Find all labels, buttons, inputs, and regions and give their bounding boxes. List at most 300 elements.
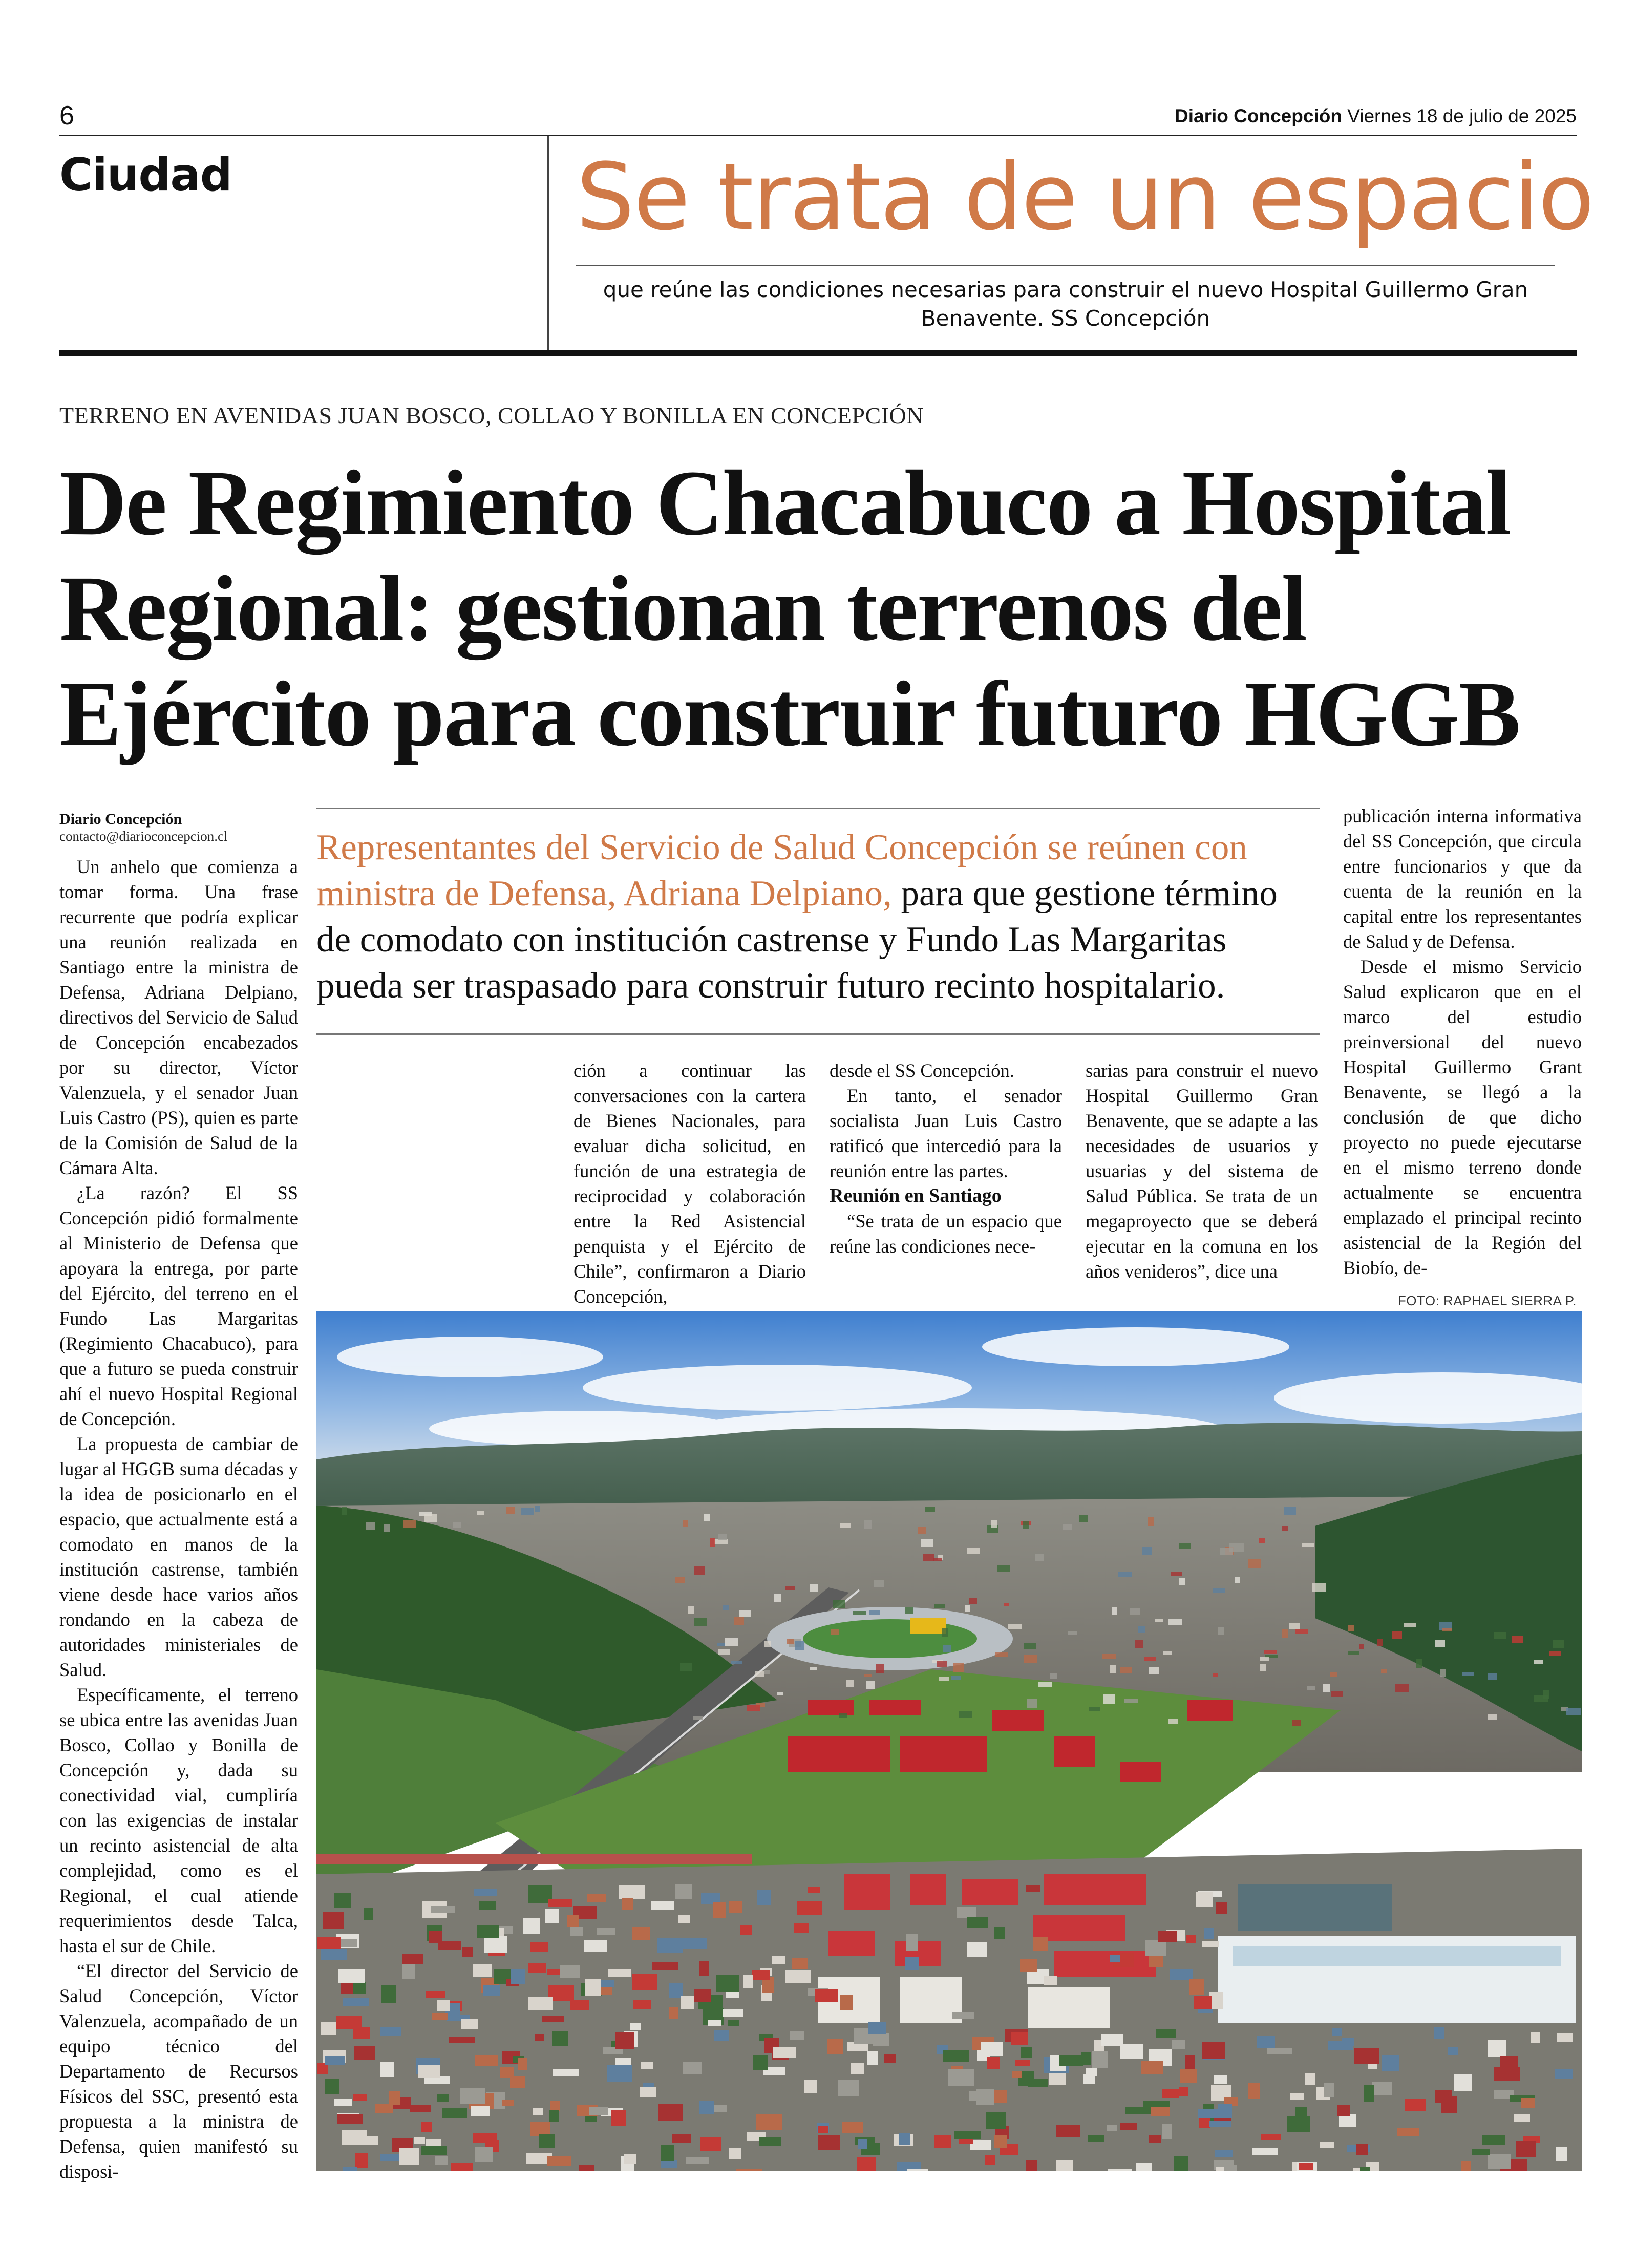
- distant-roof: [1103, 1694, 1115, 1704]
- house-roof: [794, 1923, 809, 1933]
- house-roof: [672, 2134, 691, 2143]
- distant-roof: [1038, 1682, 1052, 1687]
- house-roof: [1156, 2029, 1176, 2038]
- house-roof: [1162, 2089, 1179, 2098]
- paragraph: desde el SS Concepción.: [830, 1060, 1014, 1081]
- distant-roof: [1004, 1603, 1009, 1606]
- distant-roof: [1155, 1619, 1163, 1622]
- distant-roof: [1295, 1629, 1308, 1634]
- distant-roof: [1124, 1699, 1138, 1703]
- masthead: [1175, 105, 1577, 127]
- distant-roof: [864, 1674, 872, 1677]
- distant-roof: [1079, 1515, 1088, 1522]
- house-roof: [1305, 2073, 1315, 2085]
- house-roof: [608, 1969, 631, 1977]
- distant-roof: [1512, 1636, 1523, 1643]
- distant-roof: [1395, 1684, 1409, 1692]
- house-roof: [1162, 2124, 1172, 2139]
- house-roof: [641, 2062, 653, 2069]
- house-roof: [699, 1961, 709, 1976]
- house-roof: [818, 2135, 840, 2150]
- section-name: Ciudad: [59, 149, 232, 201]
- distant-roof: [694, 1566, 705, 1575]
- house-roof: [1110, 1955, 1120, 1962]
- distant-roof: [1323, 1684, 1330, 1692]
- house-roof: [442, 2108, 467, 2118]
- house-roof: [475, 2147, 493, 2162]
- house-roof: [484, 1936, 507, 1953]
- house-roof: [399, 2148, 419, 2165]
- distant-roof: [1260, 1657, 1269, 1661]
- house-roof: [1516, 2141, 1536, 2157]
- distant-roof: [366, 1522, 375, 1530]
- house-roof: [1120, 2123, 1137, 2130]
- house-roof: [907, 2169, 928, 2171]
- house-roof: [449, 2037, 475, 2043]
- house-roof: [986, 2112, 1006, 2129]
- distant-roof: [795, 1641, 804, 1650]
- distant-roof: [1566, 1708, 1581, 1715]
- distant-roof: [1024, 1643, 1036, 1649]
- house-roof: [341, 1982, 353, 1994]
- house-roof: [1382, 2055, 1399, 2071]
- distant-roof: [1235, 1577, 1240, 1583]
- distant-roof: [403, 1520, 416, 1528]
- house-roof: [477, 1925, 499, 1938]
- house-roof: [1556, 2147, 1567, 2161]
- distant-roof: [1392, 1631, 1402, 1639]
- house-roof: [518, 2058, 527, 2070]
- house-roof: [1199, 2118, 1210, 2128]
- distant-roof: [718, 1649, 730, 1655]
- distant-roof: [1494, 1632, 1506, 1639]
- distant-roof: [739, 1610, 751, 1617]
- distant-roof: [921, 1539, 933, 1547]
- distant-roof: [1112, 1607, 1117, 1615]
- paragraph: “El director del Servicio de Salud Concepción, Víctor Valenzuela, acompañado de un equipo técnico del Departamento de Recursos Físicos del SSC, presentó esta propuesta a la ministra de Defensa, quien manifestó su disposi-: [59, 1960, 298, 2182]
- distant-roof: [787, 1639, 794, 1644]
- house-roof: [389, 2091, 400, 2105]
- house-roof: [589, 2107, 608, 2115]
- house-roof: [375, 2104, 393, 2113]
- distant-roof: [1302, 1543, 1314, 1547]
- house-roof: [560, 1965, 580, 1978]
- house-roof: [694, 1989, 711, 2002]
- house-roof: [1257, 2036, 1275, 2048]
- house-roof: [699, 2101, 714, 2114]
- header-thick-rule: [59, 350, 1577, 356]
- house-roof: [1151, 2107, 1170, 2116]
- house-roof: [976, 2089, 994, 2105]
- house-roof: [523, 1918, 540, 1934]
- article-lead: [316, 824, 1320, 1009]
- house-roof: [611, 2110, 626, 2126]
- house-roof: [1149, 2135, 1161, 2143]
- body-column-5: [1343, 803, 1582, 1280]
- house-roof: [1521, 2098, 1535, 2108]
- distant-roof: [864, 1520, 872, 1529]
- distant-roof: [1359, 1644, 1364, 1649]
- distant-roof: [785, 1586, 795, 1590]
- house-roof: [857, 2157, 876, 2171]
- distant-roof: [1050, 1673, 1057, 1679]
- house-roof: [1434, 2027, 1444, 2039]
- distant-roof: [731, 1661, 742, 1664]
- house-roof: [337, 2114, 363, 2124]
- distant-roof: [477, 1511, 484, 1515]
- house-roof: [380, 2062, 394, 2077]
- house-roof: [661, 2145, 674, 2161]
- body-column-1: [59, 854, 298, 2184]
- house-roof: [479, 1901, 496, 1910]
- house-roof: [790, 2031, 804, 2040]
- house-roof: [552, 2031, 568, 2046]
- house-roof: [1531, 2032, 1540, 2043]
- distant-roof: [1163, 1651, 1172, 1655]
- house-roof: [657, 1938, 683, 1953]
- headline-bold: De Regimiento Chacabuco a Hospital Regional:: [59, 452, 1511, 660]
- distant-roof: [683, 1520, 688, 1527]
- distant-roof: [764, 1641, 771, 1647]
- house-roof: [743, 1975, 753, 1988]
- distant-roof: [969, 1598, 977, 1604]
- house-roof: [1086, 2068, 1097, 2076]
- header-divider: [547, 136, 549, 350]
- house-roof: [1216, 1902, 1227, 1914]
- house-roof: [474, 1889, 497, 1896]
- house-roof: [1224, 2165, 1237, 2171]
- distant-roof: [905, 1607, 913, 1614]
- pull-quote-subtitle: que reúne las condiciones necesarias para construir el nuevo Hospital Guillermo Gran Benavente. SS Concepción: [603, 277, 1528, 331]
- distant-roof: [1381, 1669, 1387, 1673]
- house-roof: [994, 2135, 1007, 2148]
- house-roof: [967, 1942, 987, 1957]
- headline-regular: gestionan terrenos del Ejército para construir futuro HGGB: [59, 557, 1520, 766]
- pull-quote-title: Se trata de un espacio: [576, 144, 1593, 251]
- distant-roof: [384, 1524, 390, 1532]
- distant-roof: [1130, 1608, 1140, 1615]
- house-roof: [542, 2016, 564, 2022]
- house-roof: [483, 1985, 500, 1996]
- house-roof: [1180, 2069, 1197, 2083]
- distant-roof: [1549, 1651, 1561, 1656]
- house-roof: [355, 2153, 368, 2168]
- house-roof: [1299, 2163, 1313, 2170]
- distant-roof: [1440, 1669, 1446, 1677]
- house-roof: [1021, 2047, 1032, 2058]
- house-roof: [1141, 2061, 1163, 2074]
- distant-roof: [933, 1558, 942, 1561]
- house-roof: [952, 2012, 974, 2019]
- house-roof: [729, 2148, 741, 2159]
- house-roof: [1214, 2075, 1227, 2084]
- house-roof: [437, 2000, 450, 2011]
- house-roof: [321, 2022, 336, 2035]
- house-roof: [773, 2047, 796, 2058]
- house-roof: [1472, 2149, 1490, 2155]
- house-roof: [633, 2000, 651, 2009]
- aerial-photo-illustration: [316, 1311, 1582, 2171]
- house-roof: [1179, 2087, 1188, 2096]
- body-column-3: [830, 1058, 1062, 1259]
- distant-roof: [831, 1629, 839, 1635]
- house-roof: [1448, 2047, 1458, 2055]
- house-roof: [325, 2056, 345, 2065]
- house-roof: [630, 2023, 641, 2030]
- house-roof: [1441, 2096, 1457, 2113]
- distant-roof: [1284, 1507, 1296, 1515]
- house-roof: [651, 1901, 674, 1910]
- house-roof: [579, 2165, 594, 2171]
- distant-roof: [995, 1652, 1008, 1657]
- house-roof: [460, 2088, 485, 2104]
- house-roof: [323, 1912, 344, 1929]
- lead-bottom-rule: [316, 1033, 1320, 1035]
- house-roof: [728, 2020, 739, 2026]
- house-roof: [1015, 2060, 1030, 2066]
- distant-roof: [1282, 1526, 1288, 1531]
- distant-roof: [1168, 1619, 1182, 1625]
- distant-roof: [943, 1645, 951, 1652]
- distant-roof: [718, 1534, 727, 1540]
- house-roof: [1020, 1959, 1037, 1972]
- distant-roof: [846, 1680, 854, 1687]
- distant-roof: [840, 1523, 851, 1528]
- issue-date: Viernes 18 de julio de 2025: [1347, 105, 1577, 126]
- house-roof: [567, 1915, 579, 1927]
- house-roof: [1145, 1940, 1166, 1956]
- house-roof: [473, 2133, 497, 2143]
- house-roof: [1194, 1996, 1212, 2009]
- house-roof: [1295, 2107, 1307, 2117]
- house-roof: [539, 2134, 555, 2148]
- house-roof: [818, 2126, 828, 2133]
- distant-roof: [937, 1661, 947, 1667]
- house-roof: [785, 1970, 811, 1983]
- house-roof: [840, 1995, 853, 2010]
- house-roof: [1461, 2161, 1471, 2171]
- house-roof: [1354, 2048, 1379, 2064]
- house-roof: [658, 2104, 683, 2121]
- distant-roof: [1348, 1651, 1359, 1655]
- distant-roof: [839, 1713, 847, 1718]
- house-roof: [553, 2069, 579, 2076]
- house-roof: [948, 2069, 974, 2086]
- house-roof: [585, 1979, 601, 1996]
- distant-roof: [506, 1507, 515, 1514]
- house-roof: [981, 2042, 1003, 2056]
- house-roof: [1056, 2125, 1080, 2137]
- distant-roof: [866, 1681, 875, 1689]
- house-roof: [584, 1940, 607, 1952]
- house-roof: [353, 1982, 366, 1994]
- house-roof: [1332, 2028, 1342, 2036]
- house-roof: [1514, 2114, 1530, 2122]
- distant-roof: [734, 1617, 744, 1625]
- house-roof: [354, 2046, 375, 2060]
- distant-roof: [1229, 1543, 1244, 1552]
- house-roof: [1108, 2169, 1132, 2171]
- lead-accent: Representantes del Servicio de Salud Concepción se reúnen con ministra de Defensa, Adriana Delpiano,: [316, 828, 1247, 914]
- distant-roof: [1218, 1627, 1224, 1635]
- house-roof: [547, 2156, 571, 2166]
- paragraph: “Se trata de un espacio que reúne las condiciones nece-: [830, 1211, 1062, 1257]
- distant-roof: [1144, 1657, 1156, 1661]
- house-roof: [549, 2110, 559, 2122]
- house-roof: [451, 2163, 473, 2171]
- house-roof: [652, 1962, 678, 1970]
- house-roof: [970, 2140, 991, 2150]
- distant-roof: [1142, 1547, 1152, 1555]
- house-roof: [533, 2108, 543, 2115]
- house-roof: [1028, 2079, 1048, 2087]
- newspaper-name: Diario Concepción: [1175, 105, 1342, 126]
- distant-roof: [1404, 1623, 1416, 1627]
- house-roof: [669, 1983, 683, 1998]
- distant-roof: [1089, 1707, 1100, 1711]
- house-roof: [686, 2157, 709, 2164]
- house-roof: [510, 2076, 525, 2088]
- distant-roof: [424, 1514, 437, 1522]
- house-roof: [772, 1956, 785, 1964]
- distant-roof: [535, 1506, 540, 1512]
- distant-roof: [1035, 1554, 1044, 1561]
- house-roof: [1454, 2074, 1472, 2091]
- house-roof: [723, 2009, 743, 2017]
- distant-roof: [1024, 1655, 1037, 1663]
- house-roof: [632, 1974, 657, 1990]
- house-roof: [624, 2154, 636, 2164]
- house-roof: [426, 1991, 445, 1998]
- distant-roof: [710, 1538, 715, 1547]
- lead-rest: para que gestione término de comodato con institución castrense y Fundo Las Margaritas pueda ser traspasado para construir futuro recinto hospitalario.: [316, 874, 1278, 1006]
- house-roof: [343, 1998, 369, 2006]
- distant-roof: [1213, 1673, 1218, 1677]
- distant-roof: [1179, 1578, 1185, 1585]
- distant-roof: [1553, 1640, 1564, 1648]
- house-roof: [678, 1915, 690, 1923]
- house-roof: [740, 1925, 752, 1935]
- house-roof: [528, 1963, 546, 1973]
- distant-roof: [777, 1692, 783, 1695]
- house-roof: [1056, 2160, 1073, 2171]
- house-roof: [462, 1947, 473, 1957]
- house-roof: [1405, 2099, 1426, 2111]
- distant-roof: [959, 1711, 972, 1718]
- house-roof: [1202, 1941, 1219, 1947]
- distant-roof: [521, 1508, 534, 1515]
- distant-roof: [693, 1716, 703, 1720]
- house-roof: [317, 2063, 328, 2074]
- house-roof: [1172, 2040, 1185, 2049]
- house-roof: [1488, 2040, 1506, 2057]
- distant-roof: [1148, 1517, 1154, 1526]
- house-roof: [570, 2000, 589, 2010]
- house-roof: [550, 2101, 560, 2111]
- distant-roof: [688, 1606, 694, 1614]
- distant-roof: [942, 1628, 948, 1637]
- house-roof: [752, 1970, 770, 1980]
- house-roof: [683, 2062, 702, 2074]
- house-roof: [1196, 1892, 1213, 1907]
- distant-roof: [967, 1548, 980, 1554]
- distant-roof: [1213, 1588, 1225, 1593]
- house-roof: [1136, 2163, 1152, 2171]
- house-roof: [325, 2079, 339, 2094]
- house-roof: [353, 2094, 367, 2101]
- distant-roof: [1534, 1660, 1543, 1664]
- house-roof: [619, 1885, 645, 1899]
- distant-roof: [453, 1522, 461, 1528]
- distant-roof: [1282, 1629, 1288, 1638]
- house-roof: [884, 2054, 896, 2063]
- house-roof: [535, 2034, 544, 2041]
- house-roof: [640, 2087, 656, 2097]
- house-roof: [528, 1997, 553, 2010]
- house-roof: [545, 1909, 559, 1923]
- page-number: 6: [59, 101, 74, 131]
- distant-roof: [1135, 1640, 1143, 1648]
- distant-roof: [953, 1663, 964, 1672]
- house-roof: [681, 1996, 694, 2009]
- house-roof: [967, 1917, 988, 1928]
- house-roof: [1320, 2142, 1334, 2148]
- house-roof: [713, 1902, 726, 1918]
- distant-roof: [717, 1643, 726, 1646]
- house-roof: [1189, 1979, 1204, 1995]
- house-roof: [1337, 2105, 1350, 2116]
- distant-roof: [934, 1604, 945, 1608]
- house-roof: [868, 2022, 886, 2034]
- house-roof: [1170, 1969, 1193, 1980]
- house-roof: [681, 1938, 707, 1949]
- house-roof: [1012, 2071, 1022, 2078]
- distant-roof: [1442, 1628, 1452, 1631]
- house-roof: [421, 2146, 447, 2155]
- distant-roof: [755, 1671, 764, 1677]
- house-roof: [435, 2156, 448, 2165]
- distant-roof: [747, 1705, 760, 1711]
- house-roof: [1364, 2085, 1374, 2102]
- distant-roof: [939, 1677, 949, 1681]
- distant-roof: [1416, 1659, 1422, 1668]
- distant-roof: [869, 1610, 880, 1615]
- house-roof: [899, 2133, 910, 2145]
- house-roof: [797, 1901, 822, 1915]
- distant-roof: [764, 1670, 770, 1674]
- house-roof: [1107, 2125, 1117, 2131]
- distant-roof: [1179, 1543, 1191, 1549]
- paragraph: La propuesta de cambiar de lugar al HGGB suma décadas y la idea de posicionarlo en el espacio, que actualmente está a comodato en manos de la institución castrense, también viene desde hace varios años rondando en la cabeza de autoridades ministeriales de Salud.: [59, 1433, 298, 1680]
- paragraph: Específicamente, el terreno se ubica entre las avenidas Juan Bosco, Collao y Bonilla de Concepción y, dada su conectividad vial, cumpliría con las exigencias de instalar un recinto asistencial de alta complejidad, como es el Regional, el cual atiende requerimientos desde Talca, hasta el sur de Chile.: [59, 1684, 298, 1956]
- distant-roof: [876, 1664, 884, 1673]
- house-roof: [1044, 1976, 1057, 1985]
- house-roof: [1372, 2082, 1392, 2095]
- house-roof: [339, 1939, 357, 1947]
- house-roof: [437, 2094, 449, 2102]
- house-roof: [1488, 2154, 1511, 2169]
- distant-roof: [1377, 1639, 1383, 1646]
- distant-roof: [1331, 1691, 1343, 1697]
- distant-roof: [810, 1584, 818, 1592]
- distant-roof: [1118, 1572, 1132, 1577]
- house-roof: [985, 2155, 995, 2165]
- house-roof: [343, 2167, 357, 2171]
- house-roof: [1397, 2128, 1419, 2136]
- house-roof: [421, 2122, 432, 2132]
- distant-roof: [1102, 1654, 1116, 1659]
- distant-roof: [833, 1600, 845, 1608]
